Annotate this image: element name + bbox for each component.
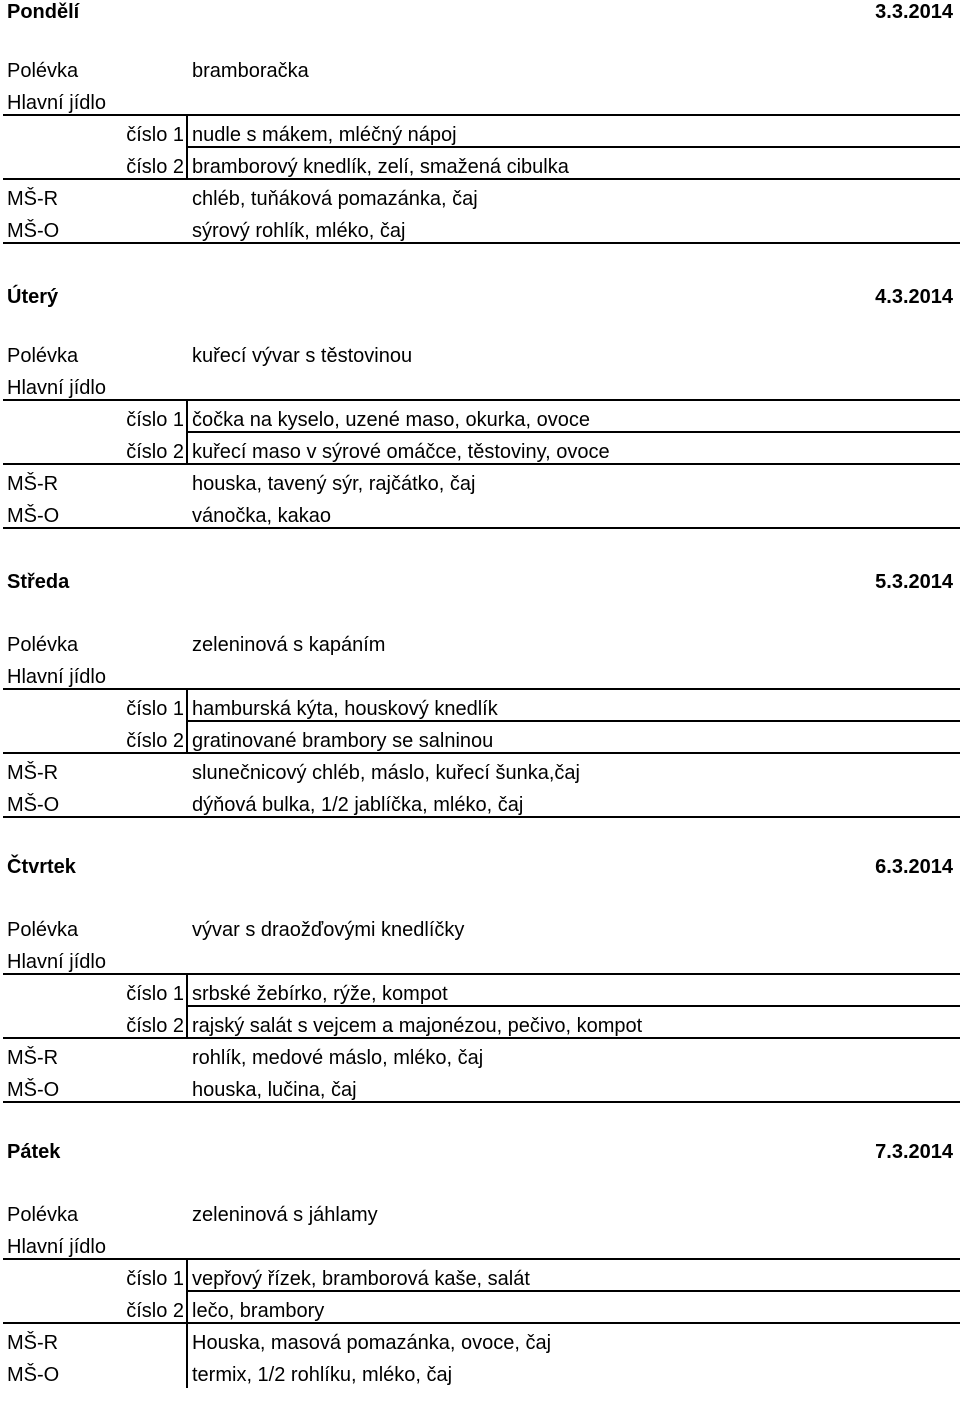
option1-value: čočka na kyselo, uzené maso, okurka, ovoce (192, 409, 590, 431)
table-divider (186, 399, 188, 463)
option2-value: gratinované brambory se salninou (192, 730, 494, 752)
soup-row (0, 629, 960, 661)
day-date: 5.3.2014 (875, 571, 953, 593)
day-friday (0, 1136, 960, 1416)
ms-o-value: sýrový rohlík, mléko, čaj (192, 220, 406, 242)
option2-label: číslo 2 (126, 156, 184, 178)
main-label: Hlavní jídlo (7, 666, 106, 688)
table-divider (186, 1258, 188, 1388)
table-rule (186, 1005, 960, 1007)
table-divider (186, 973, 188, 1037)
table-rule (3, 816, 960, 818)
option1-label: číslo 1 (126, 124, 184, 146)
table-rule (3, 1101, 960, 1103)
ms-o-value: vánočka, kakao (192, 505, 331, 527)
option1-value: vepřový řízek, bramborová kaše, salát (192, 1268, 530, 1290)
soup-value: zeleninová s jáhlamy (192, 1204, 378, 1226)
table-rule (3, 973, 960, 975)
day-date: 3.3.2014 (875, 1, 953, 23)
soup-label: Polévka (7, 345, 79, 367)
day-name: Pátek (7, 1141, 61, 1163)
ms-r-value: chléb, tuňáková pomazánka, čaj (192, 188, 478, 210)
option2-label: číslo 2 (126, 730, 184, 752)
ms-o-label: MŠ-O (7, 220, 60, 242)
ms-o-label: MŠ-O (7, 794, 60, 816)
soup-value: vývar s draožďovými knedlíčky (192, 919, 465, 941)
option1-value: srbské žebírko, rýže, kompot (192, 983, 448, 1005)
option1-label: číslo 1 (126, 983, 184, 1005)
table-rule (3, 178, 960, 180)
ms-r-row (0, 183, 960, 215)
option1-label: číslo 1 (126, 409, 184, 431)
soup-row (0, 340, 960, 372)
table-rule (3, 1037, 960, 1039)
ms-r-value: slunečnicový chléb, máslo, kuřecí šunka,čaj (192, 762, 580, 784)
option1-label: číslo 1 (126, 698, 184, 720)
ms-r-label: MŠ-R (7, 1047, 59, 1069)
ms-r-value: houska, tavený sýr, rajčátko, čaj (192, 473, 476, 495)
ms-o-row (0, 1359, 960, 1391)
table-rule (3, 527, 960, 529)
option2-value: rajský salát s vejcem a majonézou, pečivo, kompot (192, 1015, 643, 1037)
table-rule (186, 1290, 960, 1292)
table-rule (3, 752, 960, 754)
ms-o-label: MŠ-O (7, 1364, 60, 1386)
soup-label: Polévka (7, 919, 79, 941)
day-header (0, 851, 960, 883)
table-rule (3, 1258, 960, 1260)
day-name: Pondělí (7, 1, 80, 23)
table-rule (186, 431, 960, 433)
option1-label: číslo 1 (126, 1268, 184, 1290)
ms-r-row (0, 468, 960, 500)
ms-r-row (0, 757, 960, 789)
option2-value: lečo, brambory (192, 1300, 325, 1322)
option2-label: číslo 2 (126, 1015, 184, 1037)
table-rule (3, 114, 960, 116)
table-rule (3, 1322, 960, 1324)
day-wednesday (0, 566, 960, 846)
option2-label: číslo 2 (126, 441, 184, 463)
day-date: 7.3.2014 (875, 1141, 953, 1163)
ms-o-value: termix, 1/2 rohlíku, mléko, čaj (192, 1364, 453, 1386)
table-rule (3, 688, 960, 690)
ms-r-label: MŠ-R (7, 762, 59, 784)
soup-row (0, 55, 960, 87)
soup-row (0, 914, 960, 946)
ms-r-label: MŠ-R (7, 1332, 59, 1354)
main-label: Hlavní jídlo (7, 1236, 106, 1258)
ms-o-label: MŠ-O (7, 1079, 60, 1101)
soup-value: bramboračka (192, 60, 309, 82)
day-monday (0, 0, 960, 276)
option2-value: bramborový knedlík, zelí, smažená cibulka (192, 156, 569, 178)
soup-label: Polévka (7, 634, 79, 656)
soup-label: Polévka (7, 1204, 79, 1226)
main-label: Hlavní jídlo (7, 377, 106, 399)
soup-value: zeleninová s kapáním (192, 634, 386, 656)
day-header (0, 0, 960, 28)
day-tuesday (0, 281, 960, 561)
day-name: Úterý (7, 286, 59, 308)
day-name: Středa (7, 571, 70, 593)
day-name: Čtvrtek (7, 856, 76, 878)
ms-r-row (0, 1327, 960, 1359)
option1-value: nudle s mákem, mléčný nápoj (192, 124, 457, 146)
option1-value: hamburská kýta, houskový knedlík (192, 698, 498, 720)
ms-o-value: dýňová bulka, 1/2 jablíčka, mléko, čaj (192, 794, 524, 816)
day-date: 4.3.2014 (875, 286, 953, 308)
soup-row (0, 1199, 960, 1231)
ms-r-value: Houska, masová pomazánka, ovoce, čaj (192, 1332, 552, 1354)
soup-value: kuřecí vývar s těstovinou (192, 345, 413, 367)
ms-r-label: MŠ-R (7, 473, 59, 495)
table-divider (186, 688, 188, 752)
table-rule (186, 720, 960, 722)
ms-r-label: MŠ-R (7, 188, 59, 210)
ms-r-row (0, 1042, 960, 1074)
table-rule (3, 242, 960, 244)
day-header (0, 1136, 960, 1168)
option2-value: kuřecí maso v sýrové omáčce, těstoviny, ovoce (192, 441, 610, 463)
table-rule (3, 463, 960, 465)
ms-o-value: houska, lučina, čaj (192, 1079, 357, 1101)
table-rule (186, 146, 960, 148)
day-date: 6.3.2014 (875, 856, 953, 878)
soup-label: Polévka (7, 60, 79, 82)
ms-o-label: MŠ-O (7, 505, 60, 527)
option2-label: číslo 2 (126, 1300, 184, 1322)
main-label: Hlavní jídlo (7, 951, 106, 973)
day-thursday (0, 851, 960, 1131)
table-rule (3, 399, 960, 401)
main-label: Hlavní jídlo (7, 92, 106, 114)
table-divider (186, 114, 188, 178)
day-header (0, 566, 960, 598)
ms-r-value: rohlík, medové máslo, mléko, čaj (192, 1047, 484, 1069)
day-header (0, 281, 960, 313)
